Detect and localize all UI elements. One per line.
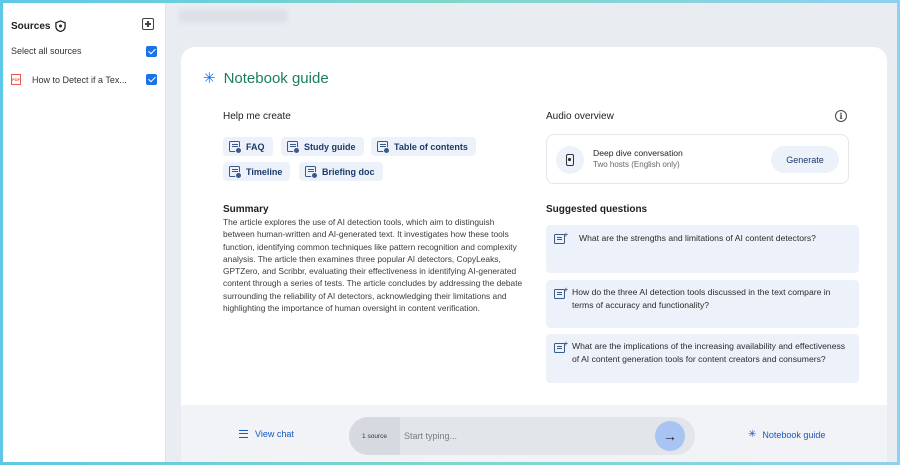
view-chat-button[interactable] <box>239 429 294 439</box>
podcast-icon <box>566 154 574 166</box>
info-icon[interactable]: i <box>835 110 847 122</box>
note-add-icon <box>287 141 298 152</box>
suggested-questions-label: Suggested questions <box>546 204 648 215</box>
suggested-question-text: What are the implications of the increasing availability and effectiveness of AI content generation tools for content creators and consumers? <box>572 341 846 364</box>
sources-panel <box>3 3 166 462</box>
note-add-icon <box>229 166 240 177</box>
notebook-guide-title <box>203 69 329 87</box>
audio-overview-box <box>546 134 849 184</box>
shield-icon <box>55 20 66 32</box>
notebook-guide-button[interactable] <box>748 429 825 440</box>
pdf-icon: PDF <box>11 74 21 85</box>
add-source-button[interactable] <box>142 18 154 30</box>
add-note-icon <box>554 289 565 299</box>
chat-icon <box>239 430 248 438</box>
blurred-header <box>178 9 288 23</box>
add-note-icon <box>554 234 565 244</box>
audio-icon-wrap <box>556 146 584 174</box>
briefing-doc-button[interactable] <box>299 162 383 181</box>
sparkle-icon: ✳ <box>748 429 757 440</box>
chat-input-pill <box>349 417 695 455</box>
source-count-badge[interactable]: 1 source <box>349 417 400 455</box>
source-item[interactable] <box>11 74 157 85</box>
select-all-row[interactable] <box>11 46 157 56</box>
deep-dive-title: Deep dive conversation <box>593 148 683 158</box>
note-add-icon <box>305 166 316 177</box>
chat-bar <box>181 405 887 462</box>
suggested-question-text: What are the strengths and limitations of AI content detectors? <box>579 233 816 243</box>
suggested-question-2[interactable] <box>546 280 859 328</box>
faq-button[interactable] <box>223 137 273 156</box>
sources-header <box>11 17 157 35</box>
view-chat-label: View chat <box>255 429 294 439</box>
source-item-checkbox[interactable] <box>146 74 157 85</box>
summary-title: Summary <box>223 204 269 215</box>
study-guide-button[interactable] <box>281 137 364 156</box>
table-of-contents-button[interactable] <box>371 137 476 156</box>
suggested-question-1[interactable] <box>546 225 859 273</box>
audio-overview-label: Audio overview <box>546 111 614 122</box>
sparkle-icon: ✳ <box>203 70 216 87</box>
notebook-guide-card <box>181 47 887 462</box>
notebook-guide-title-text: Notebook guide <box>223 69 329 87</box>
app-window <box>3 3 897 462</box>
sources-title: Sources <box>11 20 51 32</box>
timeline-button[interactable] <box>223 162 290 181</box>
chat-input[interactable] <box>404 428 634 444</box>
send-arrow-icon[interactable]: → <box>655 421 685 451</box>
generate-button[interactable]: Generate <box>771 146 839 173</box>
study-guide-label: Study guide <box>304 141 356 152</box>
note-add-icon <box>229 141 240 152</box>
notebook-guide-label: Notebook guide <box>762 429 826 440</box>
help-me-create-label: Help me create <box>223 111 291 122</box>
timeline-label: Timeline <box>246 166 283 177</box>
faq-label: FAQ <box>246 141 265 152</box>
briefing-doc-label: Briefing doc <box>322 166 375 177</box>
deep-dive-subtitle: Two hosts (English only) <box>593 160 680 169</box>
select-all-label: Select all sources <box>11 46 82 56</box>
suggested-question-3[interactable] <box>546 334 859 383</box>
summary-text: The article explores the use of AI detection tools, which aim to distinguish between human-written and AI-generated text. It investigates how these tools function, identifying common techniques like pattern recognition and complexity analysis. The article then examines three popular AI detectors, CopyLeaks, GPTZero, and Scribbr, evaluating their effectiveness in identifying AI-generated content through a series of tests. The article concludes by addressing the debate surrounding the reliability of AI detectors, acknowledging their limitations and highlighting the importance of human oversight in content verification. <box>223 217 523 314</box>
add-note-icon <box>554 343 565 353</box>
select-all-checkbox[interactable] <box>146 46 157 57</box>
table-of-contents-label: Table of contents <box>394 141 468 152</box>
source-item-label: How to Detect if a Tex... <box>32 74 127 85</box>
suggested-question-text: How do the three AI detection tools discussed in the text compare in terms of accuracy and functionality? <box>572 287 831 310</box>
note-add-icon <box>377 141 388 152</box>
